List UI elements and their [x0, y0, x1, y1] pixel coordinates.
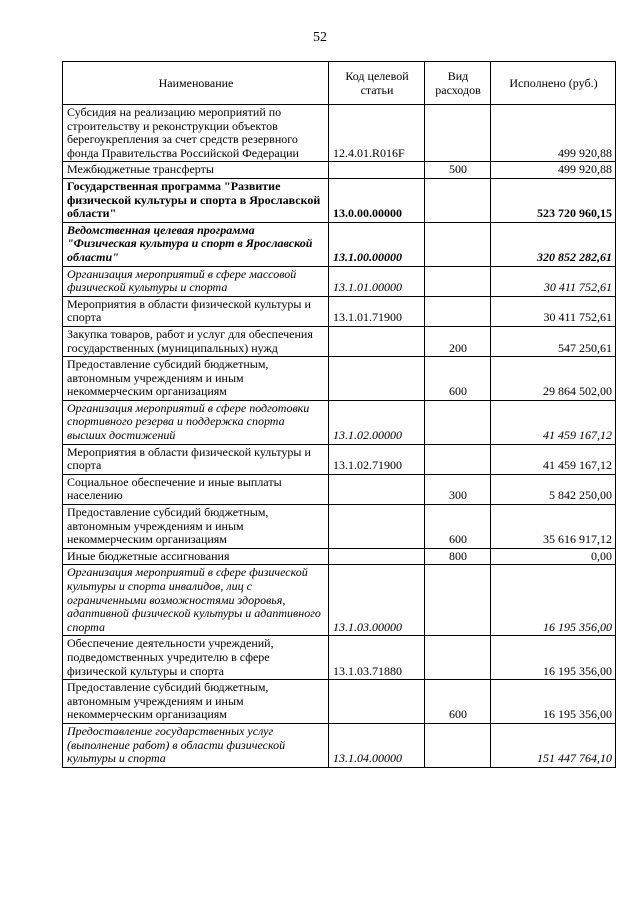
row-type — [425, 266, 491, 296]
row-type: 800 — [425, 548, 491, 565]
row-type: 600 — [425, 505, 491, 549]
row-type — [425, 723, 491, 767]
header-code: Код целевой статьи — [329, 62, 425, 105]
row-type: 200 — [425, 326, 491, 356]
row-code: 13.1.00.00000 — [329, 222, 425, 266]
row-amount: 41 459 167,12 — [491, 400, 616, 444]
table-row — [63, 444, 616, 474]
row-code — [329, 680, 425, 724]
row-name: Организация мероприятий в сфере массовой физической культуры и спорта — [63, 266, 329, 296]
row-amount: 30 411 752,61 — [491, 296, 616, 326]
row-name: Организация мероприятий в сфере подготовки спортивного резерва и поддержка спорта высших достижений — [63, 400, 329, 444]
row-name: Межбюджетные трансферты — [63, 162, 329, 179]
row-type — [425, 178, 491, 222]
row-name: Предоставление субсидий бюджетным, автономным учреждениям и иным некоммерческим организациям — [63, 357, 329, 401]
row-name: Предоставление государственных услуг (выполнение работ) в области физической культуры и спорта — [63, 723, 329, 767]
row-type: 500 — [425, 162, 491, 179]
table-row — [63, 162, 616, 179]
row-name: Закупка товаров, работ и услуг для обеспечения государственных (муниципальных) нужд — [63, 326, 329, 356]
page-number: 52 — [313, 30, 327, 45]
row-type — [425, 636, 491, 680]
row-code — [329, 326, 425, 356]
row-code: 13.1.01.71900 — [329, 296, 425, 326]
row-amount: 547 250,61 — [491, 326, 616, 356]
table-body — [63, 105, 616, 768]
row-code: 13.1.04.00000 — [329, 723, 425, 767]
table-row — [63, 105, 616, 162]
table-row — [63, 474, 616, 504]
row-amount: 16 195 356,00 — [491, 680, 616, 724]
table-row — [63, 565, 616, 636]
row-code — [329, 357, 425, 401]
table-row — [63, 548, 616, 565]
row-code: 12.4.01.R016F — [329, 105, 425, 162]
row-amount: 151 447 764,10 — [491, 723, 616, 767]
row-code — [329, 474, 425, 504]
table-row — [63, 296, 616, 326]
row-name: Обеспечение деятельности учреждений, подведомственных учредителю в сфере физической культуры и спорта — [63, 636, 329, 680]
row-type: 600 — [425, 680, 491, 724]
row-amount: 499 920,88 — [491, 105, 616, 162]
header-name: Наименование — [63, 62, 329, 105]
row-type — [425, 105, 491, 162]
table-row — [63, 636, 616, 680]
row-code: 13.1.02.00000 — [329, 400, 425, 444]
row-code — [329, 162, 425, 179]
row-amount: 523 720 960,15 — [491, 178, 616, 222]
row-type — [425, 400, 491, 444]
table-row — [63, 505, 616, 549]
row-name: Субсидия на реализацию мероприятий по строительству и реконструкции объектов берегоукрепления за счет средств резервного фонда Правительства Российской Федерации — [63, 105, 329, 162]
row-code: 13.1.01.00000 — [329, 266, 425, 296]
budget-table — [62, 61, 616, 768]
row-name: Предоставление субсидий бюджетным, автономным учреждениям и иным некоммерческим организациям — [63, 680, 329, 724]
row-amount: 16 195 356,00 — [491, 636, 616, 680]
row-name: Иные бюджетные ассигнования — [63, 548, 329, 565]
row-type — [425, 444, 491, 474]
header-amount: Исполнено (руб.) — [491, 62, 616, 105]
row-code: 13.0.00.00000 — [329, 178, 425, 222]
row-type — [425, 222, 491, 266]
table-row — [63, 326, 616, 356]
header-type: Вид расходов — [425, 62, 491, 105]
table-row — [63, 723, 616, 767]
row-code — [329, 505, 425, 549]
row-amount: 0,00 — [491, 548, 616, 565]
row-amount: 35 616 917,12 — [491, 505, 616, 549]
row-amount: 499 920,88 — [491, 162, 616, 179]
row-type — [425, 565, 491, 636]
row-name: Социальное обеспечение и иные выплаты населению — [63, 474, 329, 504]
row-name: Мероприятия в области физической культуры и спорта — [63, 444, 329, 474]
table-row — [63, 266, 616, 296]
row-name: Организация мероприятий в сфере физической культуры и спорта инвалидов, лиц с ограниченными возможностями здоровья, адаптивной физической культуры и адаптивного спорта — [63, 565, 329, 636]
table-row — [63, 222, 616, 266]
row-type: 600 — [425, 357, 491, 401]
row-name: Ведомственная целевая программа "Физическая культура и спорт в Ярославской области" — [63, 222, 329, 266]
row-type: 300 — [425, 474, 491, 504]
row-amount: 41 459 167,12 — [491, 444, 616, 474]
row-name: Государственная программа "Развитие физической культуры и спорта в Ярославской области" — [63, 178, 329, 222]
table-row — [63, 178, 616, 222]
row-code: 13.1.02.71900 — [329, 444, 425, 474]
row-amount: 5 842 250,00 — [491, 474, 616, 504]
row-name: Предоставление субсидий бюджетным, автономным учреждениям и иным некоммерческим организациям — [63, 505, 329, 549]
table-header-row — [63, 62, 616, 105]
row-type — [425, 296, 491, 326]
row-amount: 30 411 752,61 — [491, 266, 616, 296]
row-code: 13.1.03.00000 — [329, 565, 425, 636]
table-row — [63, 357, 616, 401]
table-row — [63, 680, 616, 724]
row-name: Мероприятия в области физической культуры и спорта — [63, 296, 329, 326]
row-code — [329, 548, 425, 565]
row-amount: 320 852 282,61 — [491, 222, 616, 266]
row-amount: 29 864 502,00 — [491, 357, 616, 401]
row-code: 13.1.03.71880 — [329, 636, 425, 680]
table-row — [63, 400, 616, 444]
row-amount: 16 195 356,00 — [491, 565, 616, 636]
